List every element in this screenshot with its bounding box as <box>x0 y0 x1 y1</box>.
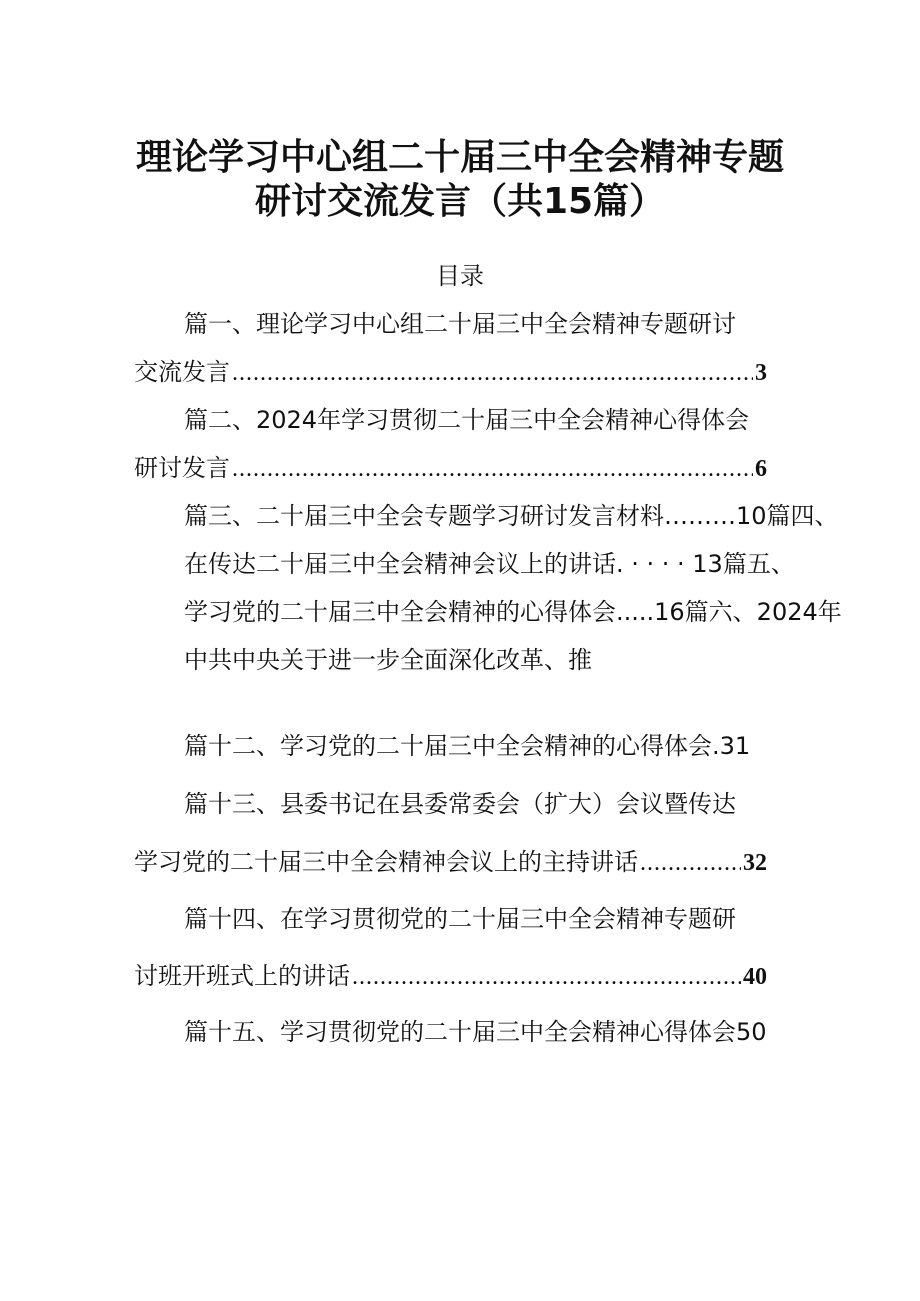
toc-entry-1-leader-row <box>134 356 767 389</box>
toc-entry-1-line-2: 交流发言 <box>134 358 230 386</box>
toc-entry-13-leader-row <box>134 846 767 879</box>
toc-entry-14-page-number: 40 <box>743 964 767 990</box>
toc-entry-14-dot-leader <box>352 961 741 993</box>
toc-entry-13-dot-leader <box>640 847 741 879</box>
toc-entry-2-leader-row <box>134 452 767 485</box>
toc-run-line-3: 学习党的二十届三中全会精神的心得体会.....16篇六、2024年 <box>184 598 842 626</box>
toc-entry-1-line-1: 篇一、理论学习中心组二十届三中全会精神专题研讨 <box>184 310 736 338</box>
toc-entry-2-line-1: 篇二、2024年学习贯彻二十届三中全会精神心得体会 <box>184 406 750 434</box>
toc-entry-2-dot-leader <box>232 453 753 485</box>
document-title-line-1: 理论学习中心组二十届三中全会精神专题 <box>135 137 784 178</box>
toc-entry-14-leader-row <box>134 960 767 993</box>
toc-entry-13-page-number: 32 <box>743 850 767 876</box>
toc-entry-14-line-2: 讨班开班式上的讲话 <box>134 962 350 990</box>
toc-entry-13-line-2: 学习党的二十届三中全会精神会议上的主持讲话 <box>134 848 638 876</box>
document-title-line-2: 研讨交流发言（共15篇） <box>254 181 666 222</box>
toc-entry-1-page-number: 3 <box>755 360 767 386</box>
toc-run-line-4: 中共中央关于进一步全面深化改革、推 <box>184 646 592 674</box>
toc-entry-2-page-number: 6 <box>755 456 767 482</box>
toc-entry-15: 篇十五、学习贯彻党的二十届三中全会精神心得体会50 <box>184 1018 767 1046</box>
toc-entry-2-line-2: 研讨发言 <box>134 454 230 482</box>
toc-entry-1-dot-leader <box>232 357 753 389</box>
toc-entry-12: 篇十二、学习党的二十届三中全会精神的心得体会.31 <box>184 732 751 760</box>
toc-run-line-1: 篇三、二十届三中全会专题学习研讨发言材料………10篇四、 <box>184 502 839 530</box>
toc-run-line-2: 在传达二十届三中全会精神会议上的讲话. · · · · 13篇五、 <box>184 550 795 578</box>
toc-entry-14-line-1: 篇十四、在学习贯彻党的二十届三中全会精神专题研 <box>184 905 736 933</box>
toc-entry-13-line-1: 篇十三、县委书记在县委常委会（扩大）会议暨传达 <box>184 790 736 818</box>
toc-heading: 目录 <box>436 262 484 290</box>
